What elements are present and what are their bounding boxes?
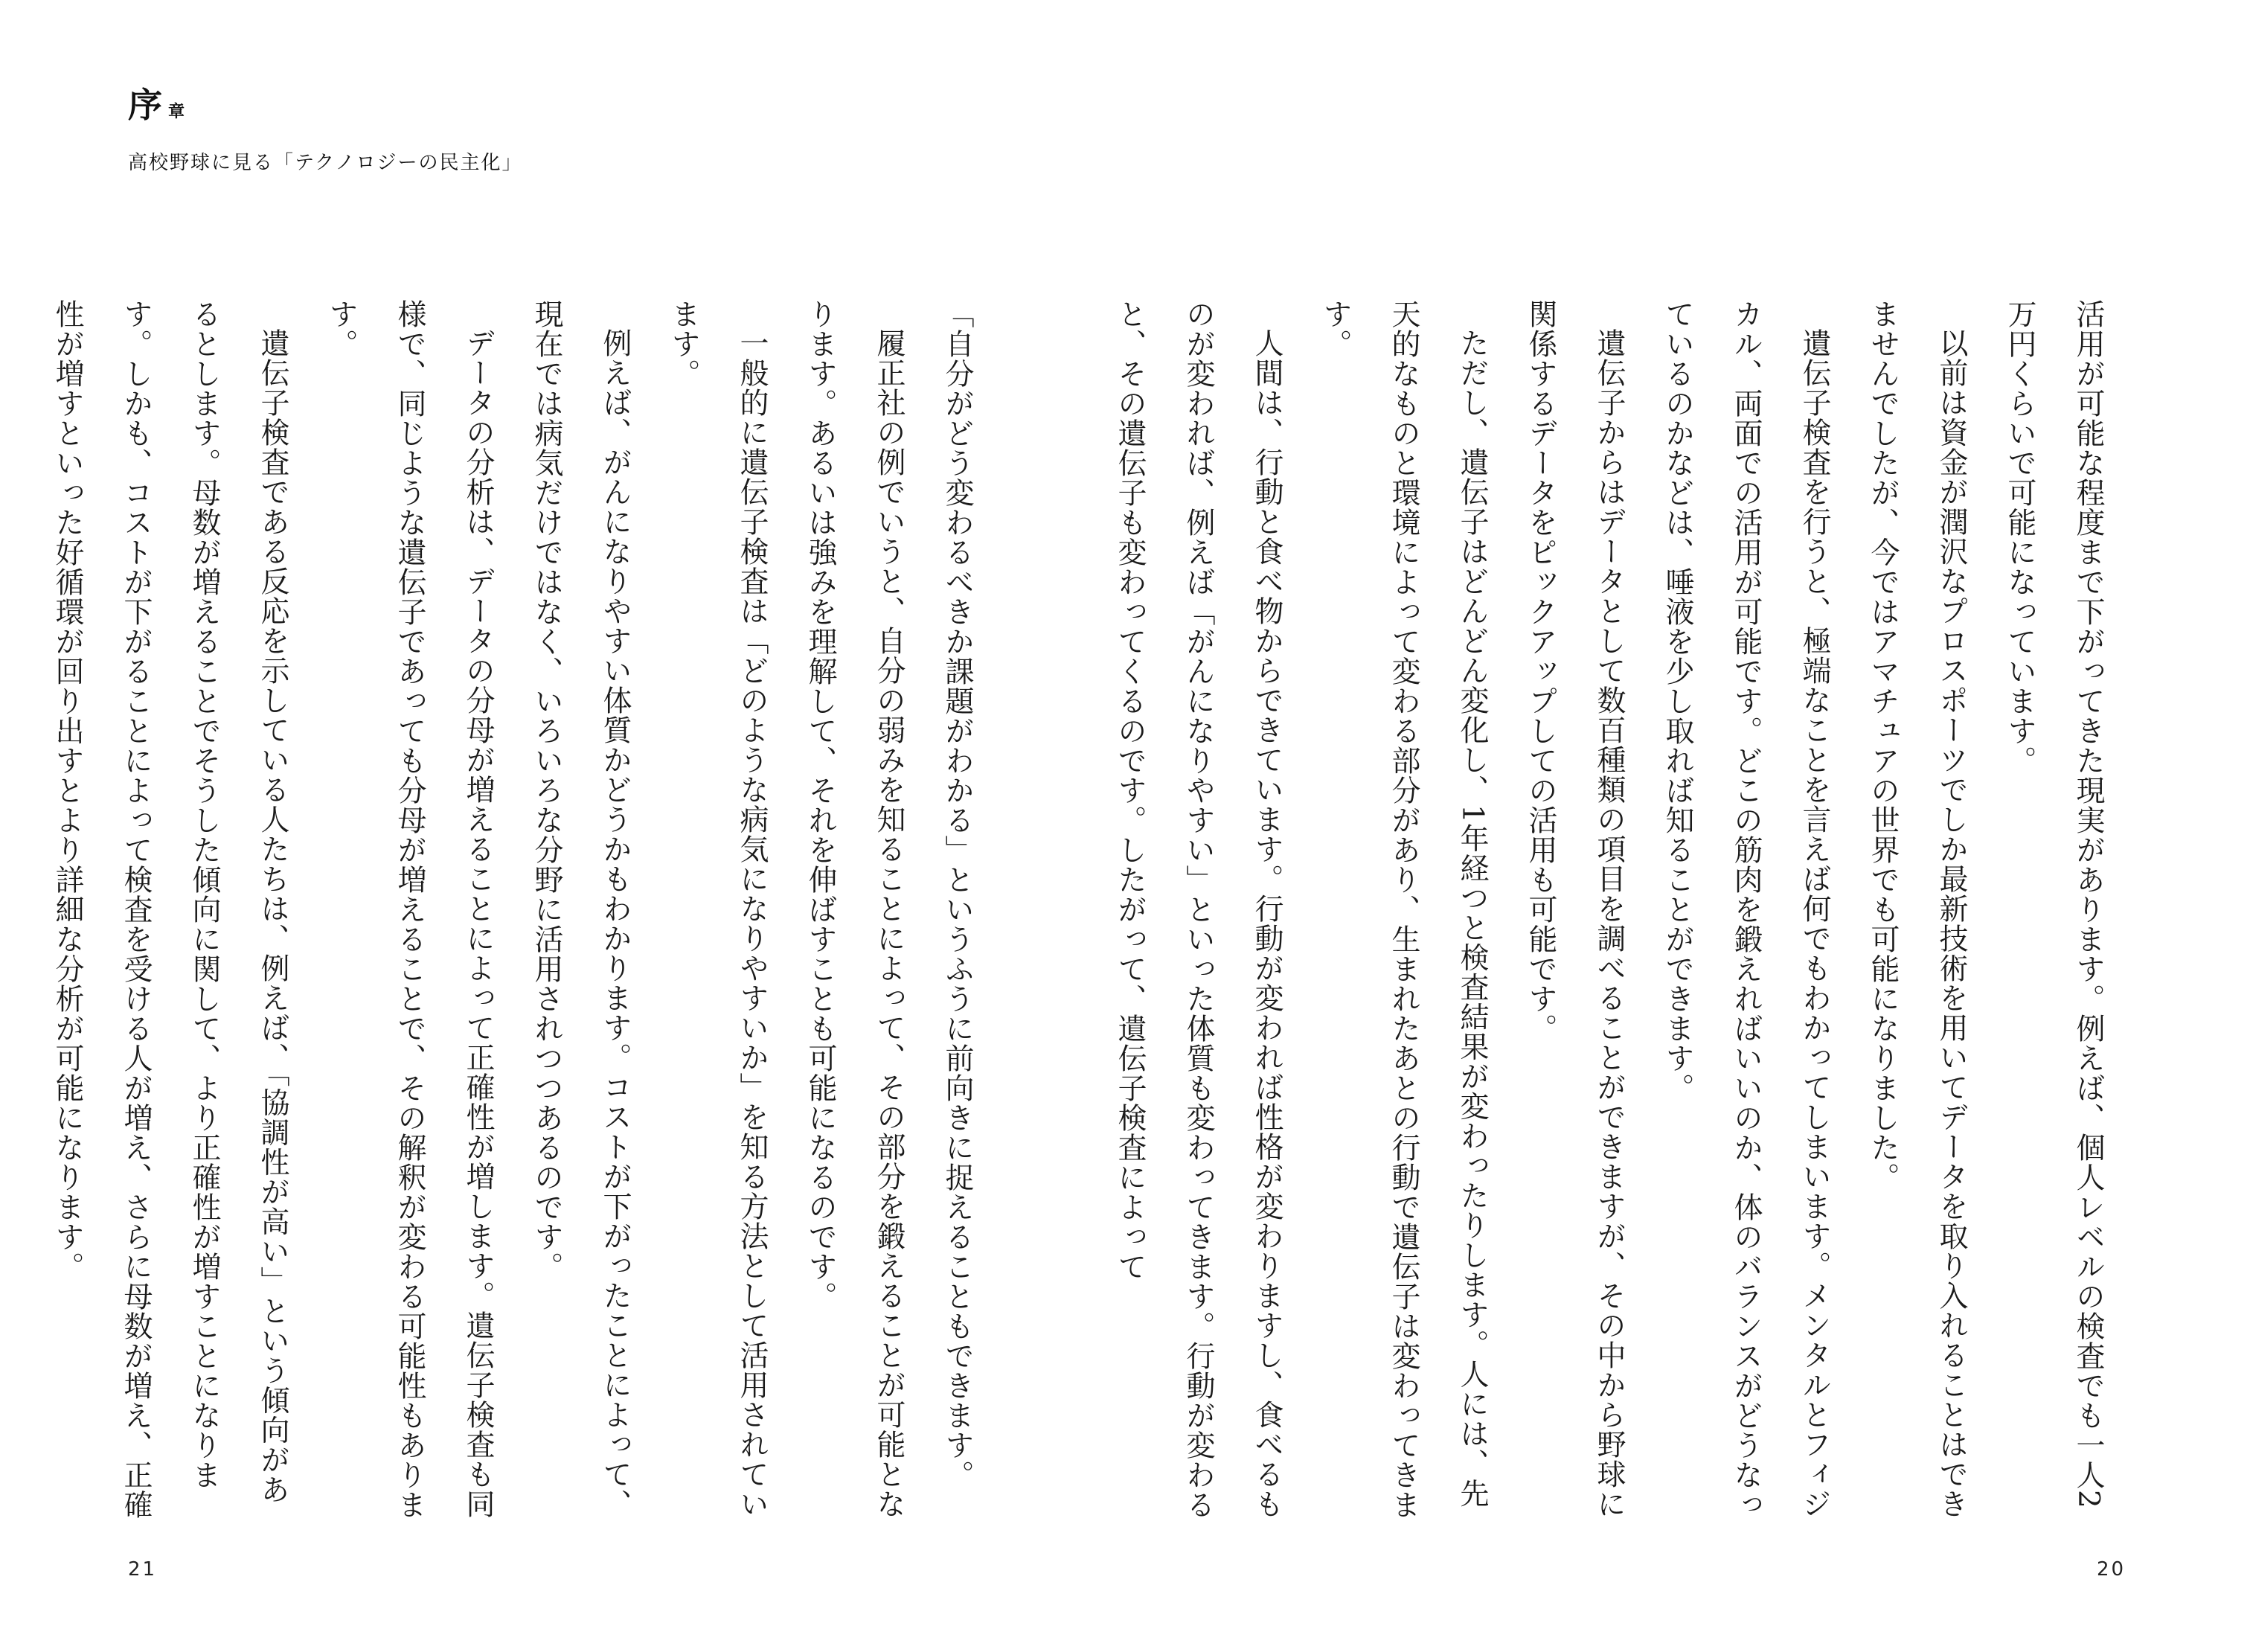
paragraph: 遺伝子検査である反応を示している人たちは、例えば、「協調性が高い」という傾向があるとします。母数が増えることでそうした傾向に関して、より正確性が増すことになります。しかも、コストが下がることによって検査を受ける人が増え、さらに母数が増え、正確性が増すといった好循環が回り出すとより詳細な分析が可能になります。 (51, 299, 289, 1520)
paragraph: 活用が可能な程度まで下がってきた現実があります。例えば、個人レベルの検査でも一人2万円くらいで可能になっています。 (2003, 299, 2105, 1509)
paragraph: 例えば、がんになりやすい体質かどうかもわかります。コストが下がったことによって、現在では病気だけではなく、いろいろな分野に活用されつつあるのです。 (530, 299, 632, 1519)
paragraph: 一般的に遺伝子検査は「どのような病気になりやすいか」を知る方法として活用されています。 (667, 299, 769, 1519)
page-21-body (51, 299, 991, 1520)
chapter-mark (128, 85, 185, 125)
paragraph: ただし、遺伝子はどんどん変化し、1年経つと検査結果が変わったりします。人には、先天的なものと環境によって変わる部分があり、生まれたあとの行動で遺伝子は変わってきます。 (1318, 299, 1489, 1520)
page-number-20: 20 (2097, 1558, 2126, 1581)
paragraph: 遺伝子検査を行うと、極端なことを言えば何でもわかってしまいます。メンタルとフィジカル、両面での活用が可能です。どこの筋肉を鍛えればいいのか、体のバランスがどうなっているのかなどは、唾液を少し取れば知ることができます。 (1661, 299, 1831, 1520)
page-20-body (1113, 299, 2122, 1520)
chapter-subtitle: 高校野球に見る「テクノロジーの民主化」 (128, 152, 523, 174)
chapter-mark-suffix: 章 (168, 103, 185, 121)
paragraph: 以前は資金が潤沢なプロスポーツでしか最新技術を用いてデータを取り入れることはできませんでしたが、今ではアマチュアの世界でも可能になりました。 (1866, 299, 1968, 1519)
paragraph: 人間は、行動と食べ物からできています。行動が変われば性格が変わりますし、食べるものが変われば、例えば「がんになりやすい」といった体質も変わってきます。行動が変わると、その遺伝子も変わってくるのです。したがって、遺伝子検査によって (1113, 299, 1283, 1520)
paragraph: 「自分がどう変わるべきか課題がわかる」というふうに前向きに捉えることもできます。 (940, 299, 974, 1490)
paragraph: 遺伝子からはデータとして数百種類の項目を調べることができますが、その中から野球に関係するデータをピックアップしての活用も可能です。 (1524, 299, 1626, 1519)
chapter-mark-main: 序 (128, 85, 162, 125)
paragraph: 履正社の例でいうと、自分の弱みを知ることによって、その部分を鍛えることが可能となります。あるいは強みを理解して、それを伸ばすことも可能になるのです。 (804, 299, 906, 1519)
page-number-21: 21 (128, 1558, 158, 1581)
paragraph: データの分析は、データの分母が増えることによって正確性が増します。遺伝子検査も同様で、同じような遺伝子であっても分母が増えることで、その解釈が変わる可能性もあります。 (324, 299, 495, 1520)
